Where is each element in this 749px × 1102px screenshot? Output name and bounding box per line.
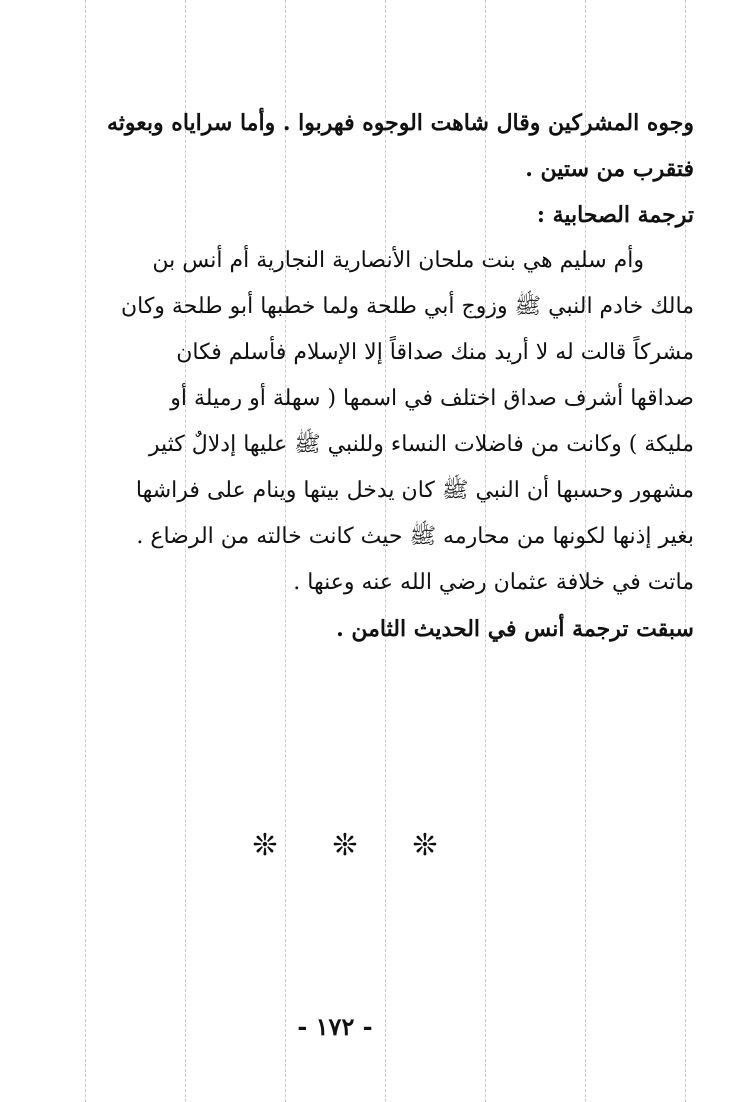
asterism-icon: ❊ [252, 827, 278, 863]
text-line: ماتت في خلافة عثمان رضي الله عنه وعنها . [293, 570, 694, 595]
section-divider [245, 820, 445, 870]
asterism-icon: ❊ [332, 827, 358, 863]
text-line: بغير إذنها لكونها من محارمه ﷺ حيث كانت خالته من الرضاع . [136, 524, 694, 549]
main-text [60, 100, 694, 652]
text-line: مشركاً قالت له لا أريد منك صداقاً إلا الإسلام فأسلم فكان [176, 340, 694, 365]
text-line: وجوه المشركين وقال شاهت الوجوه فهربوا . وأما سراياه وبعوثه [106, 110, 694, 136]
page-number: - ١٧٢ - [297, 1012, 373, 1041]
text-line: فتقرب من ستين . [525, 156, 694, 182]
text-line: مشهور وحسبها أن النبي ﷺ كان يدخل بيتها وينام على فراشها [135, 478, 694, 503]
section-heading: ترجمة الصحابية : [536, 202, 694, 228]
text-line: مليكة ) وكانت من فاضلات النساء وللنبي ﷺ عليها إدلالٌ كثير [148, 432, 694, 457]
text-line: صداقها أشرف صداق اختلف في اسمها ( سهلة أو رميلة أو [170, 386, 694, 411]
asterism-icon: ❊ [412, 827, 438, 863]
text-line: وأم سليم هي بنت ملحان الأنصارية النجارية أم أنس بن [152, 248, 644, 273]
text-line: سبقت ترجمة أنس في الحديث الثامن . [336, 616, 694, 642]
text-line: مالك خادم النبي ﷺ وزوج أبي طلحة ولما خطبها أبو طلحة وكان [120, 294, 694, 319]
